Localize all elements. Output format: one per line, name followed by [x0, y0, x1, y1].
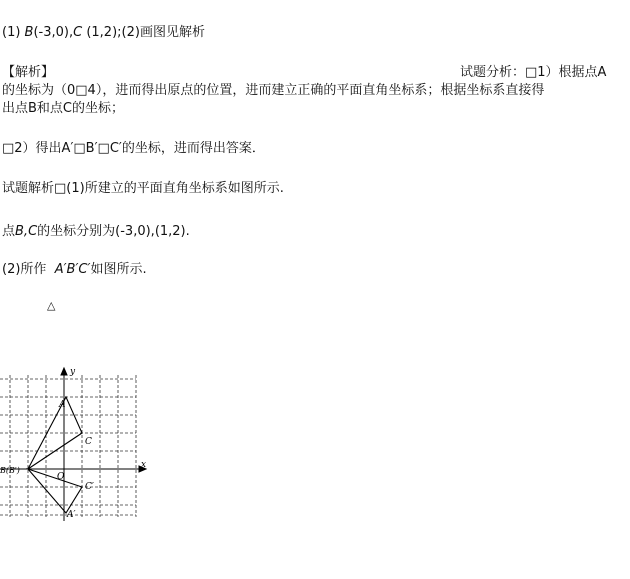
analysis-intro-line2: 的坐标为（0□4），进而得出原点的位置，进而建立正确的平面直角坐标系；根据坐标系直接得: [2, 83, 545, 98]
solution-line2-points: B,C: [15, 224, 38, 239]
answer-point-b: B: [24, 25, 34, 40]
solution-line3: [2, 262, 147, 277]
answer-b-value: (-3,0),: [33, 25, 74, 40]
grid-lines: [0, 375, 136, 517]
label-aprime: A′: [67, 510, 76, 520]
solution-line2-values: (-3,0),(1,2).: [115, 224, 190, 239]
label-x: x: [141, 460, 147, 470]
triangles: [28, 397, 82, 513]
analysis-intro-line3: 出点B和点C的坐标；: [2, 101, 124, 116]
answer-part1-prefix: (1): [2, 25, 25, 40]
label-a: A: [59, 400, 66, 410]
answer-point-c: C: [73, 25, 83, 40]
analysis-intro-right: 试题分析：□1）根据点A: [460, 65, 607, 80]
solution-line3-prefix: (2)所作: [2, 262, 47, 277]
label-cprime: C′: [85, 482, 94, 492]
label-c: C: [85, 437, 92, 447]
triangle-symbol: △: [47, 299, 56, 312]
solution-line2-mid: 的坐标分别为: [37, 224, 116, 239]
answer-c-value: (1,2);: [82, 25, 122, 40]
answer-part2: (2)画图见解析: [121, 25, 205, 40]
solution-line3-triangle: A′B′C′: [54, 262, 91, 277]
solution-line1: 试题解析□(1)所建立的平面直角坐标系如图所示.: [2, 181, 284, 196]
solution-line3-suffix: 如图所示.: [90, 262, 147, 277]
coordinate-figure: [0, 365, 160, 525]
label-origin: O: [57, 472, 65, 482]
triangle-apbpcp: [28, 469, 82, 513]
label-b-bprime: B(B′): [0, 466, 20, 475]
solution-line2: [2, 224, 190, 239]
label-y: y: [70, 367, 76, 377]
analysis-step2: □2）得出A′□B′□C′的坐标，进而得出答案．: [2, 141, 265, 156]
solution-line2-prefix: 点: [2, 224, 16, 239]
answer-line: [2, 25, 205, 40]
analysis-heading: 【解析】: [2, 65, 55, 80]
axes: [0, 368, 146, 521]
y-axis-arrow: [61, 368, 67, 375]
